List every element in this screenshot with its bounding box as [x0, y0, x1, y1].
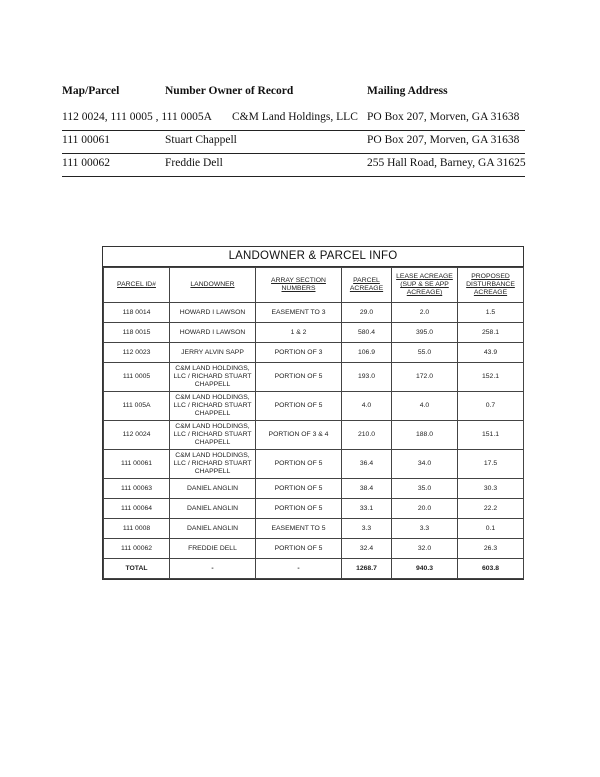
owner-name: Freddie Dell [165, 157, 223, 169]
col-parcel-acreage: PARCEL ACREAGE [342, 268, 392, 303]
cell-array-section: PORTION OF 5 [256, 539, 342, 559]
table-row [104, 519, 524, 539]
col-array-section: ARRAY SECTION NUMBERS [256, 268, 342, 303]
table-row [104, 392, 524, 421]
table-row [104, 421, 524, 450]
cell-array-section: EASEMENT TO 5 [256, 519, 342, 539]
cell-landowner: DANIEL ANGLIN [170, 479, 256, 499]
owners-table-row [62, 108, 525, 131]
cell-parcel-acreage: 4.0 [342, 392, 392, 421]
cell-landowner: HOWARD I LAWSON [170, 323, 256, 343]
owners-table [62, 82, 525, 177]
cell-lease-acreage: 34.0 [392, 450, 458, 479]
parcel-info-title: LANDOWNER & PARCEL INFO [103, 247, 523, 267]
total-lease-acreage: 940.3 [392, 559, 458, 579]
table-row [104, 343, 524, 363]
cell-parcel-acreage: 33.1 [342, 499, 392, 519]
parcel-table [103, 267, 524, 579]
table-row [104, 363, 524, 392]
total-array-section: - [256, 559, 342, 579]
cell-parcel-id: 111 00063 [104, 479, 170, 499]
cell-parcel-acreage: 32.4 [342, 539, 392, 559]
cell-disturbance-acreage: 258.1 [458, 323, 524, 343]
cell-array-section: EASEMENT TO 3 [256, 303, 342, 323]
cell-parcel-acreage: 193.0 [342, 363, 392, 392]
cell-landowner: C&M LAND HOLDINGS, LLC / RICHARD STUART CHAPPELL [170, 392, 256, 421]
cell-parcel-id: 112 0024 [104, 421, 170, 450]
cell-parcel-id: 118 0015 [104, 323, 170, 343]
cell-array-section: PORTION OF 5 [256, 499, 342, 519]
cell-parcel-acreage: 36.4 [342, 450, 392, 479]
cell-array-section: PORTION OF 5 [256, 479, 342, 499]
table-row [104, 450, 524, 479]
cell-array-section: 1 & 2 [256, 323, 342, 343]
cell-parcel-acreage: 210.0 [342, 421, 392, 450]
cell-landowner: C&M LAND HOLDINGS, LLC / RICHARD STUART CHAPPELL [170, 363, 256, 392]
owner-name: C&M Land Holdings, LLC [232, 111, 358, 123]
cell-parcel-id: 111 00062 [104, 539, 170, 559]
owners-table-header [62, 82, 525, 108]
header-mailing-address: Mailing Address [367, 85, 448, 97]
col-lease-acreage: LEASE ACREAGE (SUP & SE APP ACREAGE) [392, 268, 458, 303]
cell-lease-acreage: 172.0 [392, 363, 458, 392]
table-row [104, 539, 524, 559]
col-disturbance-acreage: PROPOSED DISTURBANCE ACREAGE [458, 268, 524, 303]
cell-array-section: PORTION OF 5 [256, 392, 342, 421]
cell-parcel-id: 111 0005 [104, 363, 170, 392]
owner-address: 255 Hall Road, Barney, GA 31625 [367, 157, 526, 169]
cell-disturbance-acreage: 0.1 [458, 519, 524, 539]
table-row [104, 303, 524, 323]
cell-lease-acreage: 55.0 [392, 343, 458, 363]
cell-array-section: PORTION OF 5 [256, 363, 342, 392]
owners-table-row [62, 131, 525, 154]
cell-disturbance-acreage: 151.1 [458, 421, 524, 450]
cell-parcel-id: 111 0008 [104, 519, 170, 539]
cell-parcel-id: 111 00061 [104, 450, 170, 479]
cell-landowner: DANIEL ANGLIN [170, 499, 256, 519]
cell-array-section: PORTION OF 3 [256, 343, 342, 363]
cell-disturbance-acreage: 17.5 [458, 450, 524, 479]
cell-parcel-acreage: 106.9 [342, 343, 392, 363]
cell-landowner: C&M LAND HOLDINGS, LLC / RICHARD STUART CHAPPELL [170, 421, 256, 450]
cell-lease-acreage: 20.0 [392, 499, 458, 519]
cell-disturbance-acreage: 22.2 [458, 499, 524, 519]
col-parcel-id: PARCEL ID# [104, 268, 170, 303]
owner-parcel: 111 00061 [62, 134, 111, 146]
cell-parcel-acreage: 580.4 [342, 323, 392, 343]
col-landowner: LANDOWNER [170, 268, 256, 303]
cell-landowner: DANIEL ANGLIN [170, 519, 256, 539]
cell-disturbance-acreage: 1.5 [458, 303, 524, 323]
total-row [104, 559, 524, 579]
owner-address: PO Box 207, Morven, GA 31638 [367, 111, 520, 123]
total-disturbance-acreage: 603.8 [458, 559, 524, 579]
parcel-header-row [104, 268, 524, 303]
cell-parcel-acreage: 3.3 [342, 519, 392, 539]
total-parcel-acreage: 1268.7 [342, 559, 392, 579]
cell-lease-acreage: 4.0 [392, 392, 458, 421]
cell-array-section: PORTION OF 3 & 4 [256, 421, 342, 450]
cell-parcel-id: 112 0023 [104, 343, 170, 363]
cell-lease-acreage: 35.0 [392, 479, 458, 499]
cell-lease-acreage: 395.0 [392, 323, 458, 343]
cell-lease-acreage: 3.3 [392, 519, 458, 539]
cell-landowner: HOWARD I LAWSON [170, 303, 256, 323]
cell-disturbance-acreage: 43.9 [458, 343, 524, 363]
cell-lease-acreage: 2.0 [392, 303, 458, 323]
owner-parcel: 111 00062 [62, 157, 111, 169]
total-landowner: - [170, 559, 256, 579]
cell-disturbance-acreage: 26.3 [458, 539, 524, 559]
cell-landowner: C&M LAND HOLDINGS, LLC / RICHARD STUART CHAPPELL [170, 450, 256, 479]
header-map-parcel: Map/Parcel [62, 85, 120, 97]
owner-name: Stuart Chappell [165, 134, 237, 146]
cell-disturbance-acreage: 0.7 [458, 392, 524, 421]
owner-address: PO Box 207, Morven, GA 31638 [367, 134, 520, 146]
table-row [104, 479, 524, 499]
cell-parcel-acreage: 29.0 [342, 303, 392, 323]
cell-lease-acreage: 188.0 [392, 421, 458, 450]
cell-parcel-id: 118 0014 [104, 303, 170, 323]
cell-parcel-id: 111 005A [104, 392, 170, 421]
cell-array-section: PORTION OF 5 [256, 450, 342, 479]
cell-disturbance-acreage: 152.1 [458, 363, 524, 392]
total-label: TOTAL [104, 559, 170, 579]
cell-parcel-acreage: 38.4 [342, 479, 392, 499]
header-owner-of-record: Number Owner of Record [165, 85, 294, 97]
table-row [104, 499, 524, 519]
cell-lease-acreage: 32.0 [392, 539, 458, 559]
cell-disturbance-acreage: 30.3 [458, 479, 524, 499]
owner-parcel: 112 0024, 111 0005 , 111 0005A [62, 111, 212, 123]
cell-landowner: FREDDIE DELL [170, 539, 256, 559]
table-row [104, 323, 524, 343]
cell-parcel-id: 111 00064 [104, 499, 170, 519]
parcel-info-table [102, 246, 524, 580]
owners-table-row [62, 154, 525, 177]
cell-landowner: JERRY ALVIN SAPP [170, 343, 256, 363]
